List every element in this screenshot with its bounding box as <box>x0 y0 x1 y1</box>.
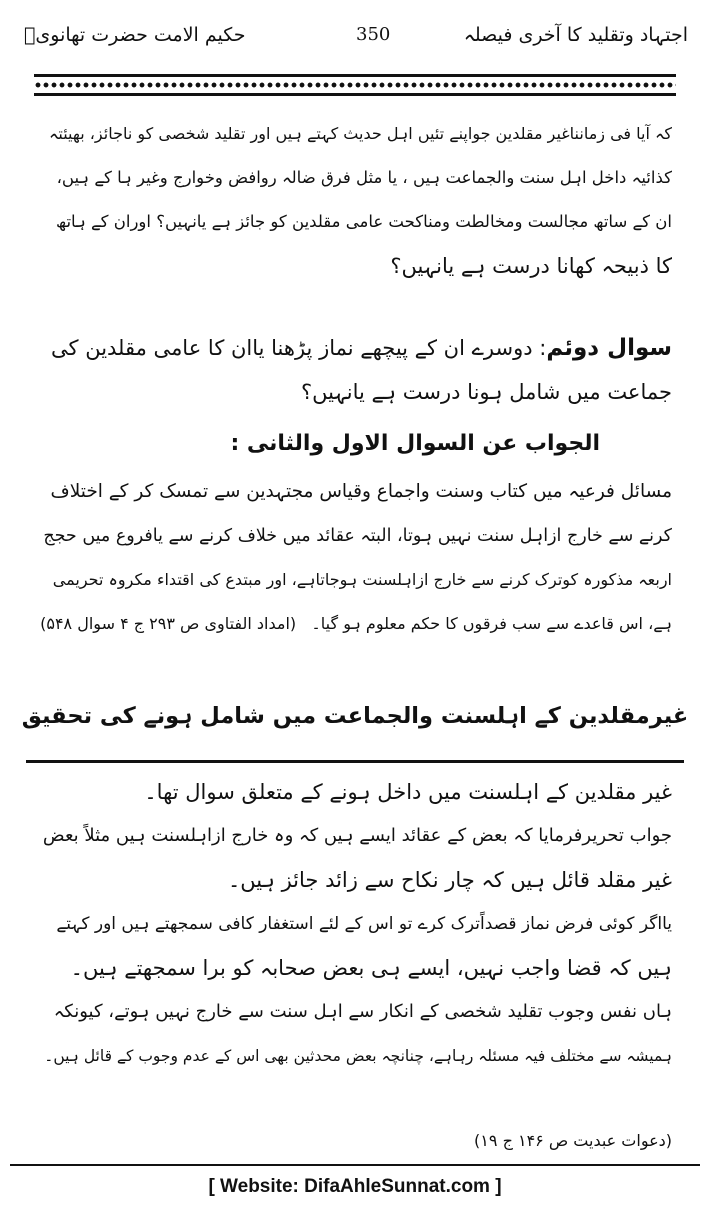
header-rule-bottom <box>34 93 676 96</box>
text-line: ان کے ساتھ مجالست ومخالطت ومناکحت عامی مقلدین کو جائز ہے یانہیں؟ اوران کے ہاتھ <box>56 212 672 231</box>
text-line: کرنے سے خارج ازاہل سنت نہیں ہوتا، البتہ عقائد میں خلاف کرنے سے یافروع میں حجج <box>43 526 672 546</box>
book-title: اجتہاد وتقلید کا آخری فیصلہ <box>463 24 688 46</box>
text-line: غیر مقلدین کے اہلسنت میں داخل ہونے کے متعلق سوال تھا۔ <box>144 780 672 804</box>
section-heading: غیرمقلدین کے اہلسنت والجماعت میں شامل ہونے کی تحقیق <box>21 703 689 729</box>
answer-reference: (امداد الفتاوی ص ۲۹۳ ج ۴ سوال ۵۴۸) <box>40 614 297 633</box>
text-line: کا ذبیحہ کھانا درست ہے یانہیں؟ <box>390 254 672 278</box>
question1-paragraph <box>40 112 672 288</box>
page-header <box>24 18 688 58</box>
question2-text: : دوسرے ان کے پیچھے نماز پڑھنا یاان کا عامی مقلدین کی <box>51 336 547 360</box>
question2-line-1 <box>40 326 672 370</box>
question2-label: سوال دوئم <box>546 335 672 361</box>
header-rule-dots <box>34 79 676 91</box>
answer-paragraph <box>40 470 672 646</box>
question2-paragraph <box>40 326 672 414</box>
text-line: مسائل فرعیہ میں کتاب وسنت واجماع وقیاس مجتہدین سے تمسک کر کے اختلاف <box>50 481 672 502</box>
author-name: حکیم الامت حضرت تھانویؒ <box>24 24 246 46</box>
text-line: جواب تحریرفرمایا کہ بعض کے عقائد ایسے ہیں کہ وہ خارج ازاہلسنت ہیں مثلاً بعض <box>42 825 672 846</box>
header-rule-top <box>34 74 676 77</box>
website-link[interactable]: [ Website: DifaAhleSunnat.com ] <box>208 1176 502 1197</box>
text-line: کذائیہ داخل اہل سنت والجماعت ہیں ، یا مثل فرق ضالہ روافض وخوارج وغیر ہا کے ہیں، <box>56 168 672 187</box>
text-line: اربعہ مذکورہ کوترک کرنے سے خارج ازاہلسنت ہوجاتاہے، اور مبتدع کی اقتداء مکروہ تحریمی <box>52 570 672 589</box>
text-line: یااگر کوئی فرض نماز قصداًترک کرے تو اس کے لئے استغفار کافی سمجھتے ہیں اور کہتے <box>56 914 672 934</box>
question2-line-2: جماعت میں شامل ہونا درست ہے یانہیں؟ <box>300 380 672 404</box>
footer-rule <box>10 1164 700 1166</box>
text-line: کہ آیا فی زمانناغیر مقلدین جواپنے تئیں اہل حدیث کہتے ہیں اور تقلید شخصی کو ناجائز، بھیئتہ <box>48 124 672 143</box>
page-number: 350 <box>356 24 391 45</box>
section-paragraph <box>40 770 672 1078</box>
answer-heading: الجواب عن السوال الاول والثانی : <box>230 431 600 456</box>
footer-reference: (دعوات عبدیت ص ۱۴۶ ج ۱۹) <box>474 1131 672 1150</box>
answer-last-line <box>40 602 672 646</box>
answer-last-text: ہے، اس قاعدے سے سب فرقوں کا حکم معلوم ہو گیا۔ <box>311 614 672 633</box>
text-line: ہاں نفس وجوب تقلید شخصی کے انکار سے اہل سنت سے خارج نہیں ہوتے، کیونکہ <box>53 1001 672 1022</box>
section-heading-rule <box>26 760 684 763</box>
text-line: غیر مقلد قائل ہیں کہ چار نکاح سے زائد جائز ہیں۔ <box>227 868 672 892</box>
text-line: ہمیشہ سے مختلف فیہ مسئلہ رہاہے، چنانچہ بعض محدثین بھی اس کے عدم وجوب کے قائل ہیں۔ <box>44 1047 672 1065</box>
text-line: ہیں کہ قضا واجب نہیں، ایسے ہی بعض صحابہ کو برا سمجھتے ہیں۔ <box>70 956 672 980</box>
